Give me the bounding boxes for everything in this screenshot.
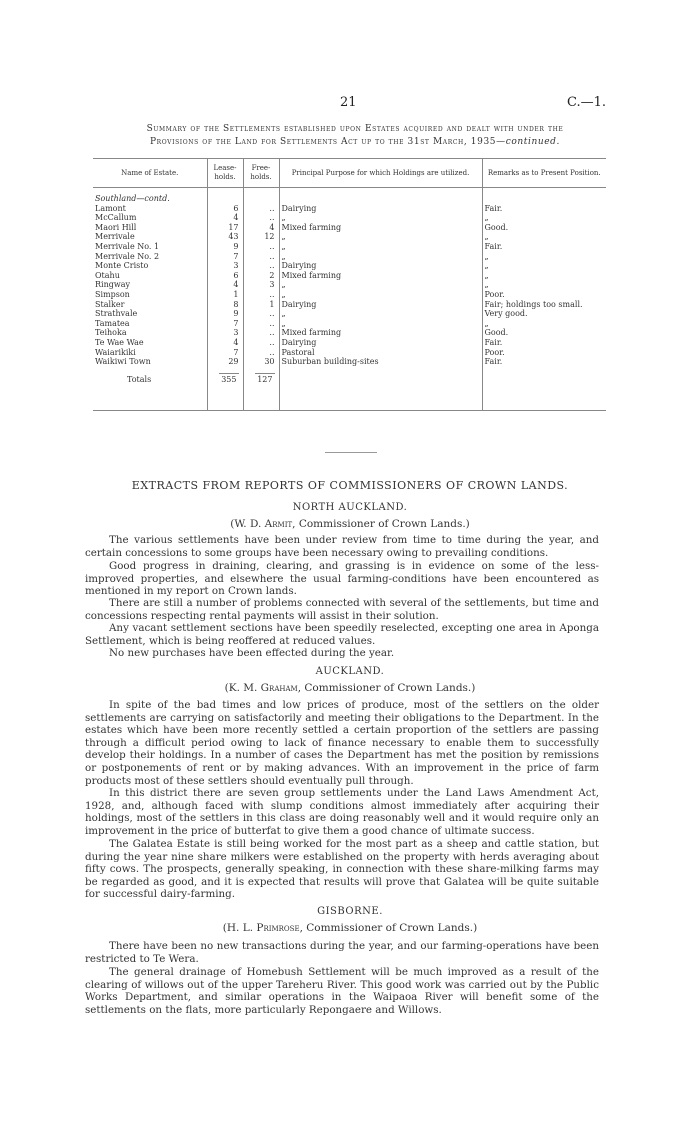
cell-estate-name: Otahu <box>95 270 120 280</box>
header-estate: Name of Estate. <box>93 159 207 188</box>
paragraph: No new purchases have been effected during the year. <box>109 647 395 659</box>
cell-leaseholds: 7 <box>207 319 243 329</box>
cell-leaseholds: 6 <box>207 204 243 214</box>
cell-purpose: Mixed farming <box>279 223 482 233</box>
cell-purpose: Dairying <box>279 261 482 271</box>
page-number: 21 <box>340 95 357 110</box>
cell-remarks: Poor. <box>482 348 606 358</box>
totals-leaseholds: 355 <box>207 367 243 385</box>
totals-label: Totals <box>127 374 152 384</box>
cell-remarks: Good. <box>482 328 606 338</box>
summary-title <box>60 123 650 149</box>
cell-purpose: Dairying <box>279 300 482 310</box>
region-row <box>93 188 606 204</box>
cell-remarks: „ <box>482 252 606 262</box>
table-bottom-rule <box>93 384 606 411</box>
cell-remarks: „ <box>482 280 606 290</box>
table-row <box>93 213 606 223</box>
cell-leaseholds: 9 <box>207 309 243 319</box>
cell-leaseholds: 1 <box>207 290 243 300</box>
cell-remarks: Poor. <box>482 290 606 300</box>
table-row <box>93 300 606 310</box>
cell-freeholds: .. <box>243 348 279 358</box>
cell-leaseholds: 7 <box>207 348 243 358</box>
header-leaseholds: Lease-holds. <box>207 159 243 188</box>
cell-estate-name: Merrivale No. 1 <box>95 241 160 251</box>
summary-title-continued: continued. <box>505 137 560 147</box>
table-row <box>93 338 606 348</box>
cell-purpose: „ <box>279 242 482 252</box>
district-heading-north-auckland: NORTH AUCKLAND. <box>292 502 408 513</box>
cell-remarks: „ <box>482 319 606 329</box>
cell-remarks: Fair. <box>482 338 606 348</box>
cell-remarks: Good. <box>482 223 606 233</box>
table-row <box>93 290 606 300</box>
summary-title-line-1: Summary of the Settlements established upon Estates acquired and dealt with under the <box>146 124 564 134</box>
cell-estate-name: Waikiwi Town <box>95 357 151 367</box>
extracts-title: EXTRACTS FROM REPORTS OF COMMISSIONERS OF CROWN LANDS. <box>131 479 569 492</box>
cell-freeholds: .. <box>243 242 279 252</box>
cell-purpose: Dairying <box>279 338 482 348</box>
cell-freeholds: .. <box>243 338 279 348</box>
summary-title-line-2: Provisions of the Land for Settlements Act up to the 31st March, 1935—continued. <box>150 137 560 147</box>
cell-purpose: Suburban building-sites <box>279 357 482 367</box>
cell-estate-name: Simpson <box>95 289 130 299</box>
paragraph: Any vacant settlement sections have been speedily reselected, excepting one area in Aponga Settlement, which is being reoffered at reduced values. <box>85 622 599 647</box>
cell-purpose: Mixed farming <box>279 271 482 281</box>
cell-estate-name: McCallum <box>95 213 137 223</box>
table-row <box>93 261 606 271</box>
cell-estate-name: Teihoka <box>95 328 127 338</box>
cell-freeholds: .. <box>243 309 279 319</box>
cell-remarks: Fair. <box>482 242 606 252</box>
cell-remarks: „ <box>482 261 606 271</box>
table-row <box>93 232 606 242</box>
cell-freeholds: .. <box>243 204 279 214</box>
district-heading-gisborne: GISBORNE. <box>317 906 383 917</box>
cell-remarks: Fair. <box>482 357 606 367</box>
cell-estate-name: Ringway <box>95 280 130 290</box>
table-row <box>93 204 606 214</box>
header-remarks: Remarks as to Present Position. <box>482 159 606 188</box>
table-row <box>93 319 606 329</box>
cell-purpose: „ <box>279 280 482 290</box>
cell-estate-name: Monte Cristo <box>95 261 149 271</box>
table-row <box>93 242 606 252</box>
cell-freeholds: 1 <box>243 300 279 310</box>
paragraph: There are still a number of problems connected with several of the settlements, but time and concessions respecting rental payments will assist in their solution. <box>85 597 599 622</box>
cell-purpose: „ <box>279 290 482 300</box>
table-row <box>93 357 606 367</box>
table-row <box>93 309 606 319</box>
cell-estate-name: Stalker <box>95 299 125 309</box>
cell-freeholds: .. <box>243 328 279 338</box>
cell-estate-name: Merrivale No. 2 <box>95 251 160 261</box>
paragraph: The various settlements have been under review from time to time during the year, and certain concessions to some groups have been necessary owing to prevailing conditions. <box>85 534 599 559</box>
cell-freeholds: .. <box>243 290 279 300</box>
cell-leaseholds: 3 <box>207 328 243 338</box>
cell-estate-name: Merrivale <box>95 232 135 242</box>
cell-leaseholds: 3 <box>207 261 243 271</box>
header-purpose: Principal Purpose for which Holdings are utilized. <box>279 159 482 188</box>
cell-leaseholds: 8 <box>207 300 243 310</box>
cell-estate-name: Te Wae Wae <box>95 337 144 347</box>
cell-leaseholds: 6 <box>207 271 243 281</box>
cell-estate-name: Waiarikiki <box>95 347 136 357</box>
cell-purpose: „ <box>279 309 482 319</box>
paragraph: In this district there are seven group settlements under the Land Laws Amendment Act, 1928, and, although faced with slump conditions almost immediately after acquiring their holdings, most of the settlers in this class are doing reasonably well and it would require only an improvement in the price of butterfat to give them a good chance of ultimate success. <box>85 787 599 837</box>
cell-remarks: „ <box>482 232 606 242</box>
commissioner-north-auckland: (W. D. Armit, Commissioner of Crown Lands.) <box>230 518 470 530</box>
cell-purpose: Mixed farming <box>279 328 482 338</box>
cell-estate-name: Tamatea <box>95 318 130 328</box>
cell-freeholds: .. <box>243 261 279 271</box>
cell-freeholds: 2 <box>243 271 279 281</box>
cell-purpose: „ <box>279 319 482 329</box>
table-header-row <box>93 159 606 188</box>
table-row <box>93 328 606 338</box>
cell-leaseholds: 7 <box>207 252 243 262</box>
cell-leaseholds: 4 <box>207 338 243 348</box>
region-label: Southland—contd. <box>95 194 170 203</box>
cell-freeholds: .. <box>243 213 279 223</box>
paragraph: The Galatea Estate is still being worked for the most part as a sheep and cattle station, but during the year nine share milkers were established on the property with herds averaging about fifty cows. The prospects, generally speaking, in connection with these share-milking farms may be regarded as good, and it is expected that results will prove that Galatea will be quite suitable for successful dairy-farming. <box>85 838 599 901</box>
header-freeholds: Free-holds. <box>243 159 279 188</box>
cell-purpose: Pastoral <box>279 348 482 358</box>
cell-remarks: Fair; holdings too small. <box>482 300 606 310</box>
cell-leaseholds: 4 <box>207 213 243 223</box>
cell-freeholds: .. <box>243 319 279 329</box>
district-heading-auckland: AUCKLAND. <box>315 666 385 677</box>
cell-leaseholds: 9 <box>207 242 243 252</box>
cell-remarks: „ <box>482 213 606 223</box>
cell-purpose: „ <box>279 232 482 242</box>
cell-leaseholds: 29 <box>207 357 243 367</box>
cell-estate-name: Maori Hill <box>95 222 137 232</box>
cell-estate-name: Lamont <box>95 203 126 213</box>
paragraph: The general drainage of Homebush Settlement will be much improved as a result of the clearing of willows out of the upper Tareheru River. This good work was carried out by the Public Works Department, and similar operations in the Waipaoa River will benefit some of the settlements on the flats, more particularly Repongaere and Willows. <box>85 966 599 1016</box>
settlements-table <box>93 158 606 411</box>
cell-estate-name: Strathvale <box>95 309 138 319</box>
cell-remarks: Very good. <box>482 309 606 319</box>
commissioner-gisborne: (H. L. Primrose, Commissioner of Crown Lands.) <box>222 922 478 934</box>
table-row <box>93 252 606 262</box>
cell-remarks: „ <box>482 271 606 281</box>
totals-row <box>93 367 606 385</box>
table-row <box>93 348 606 358</box>
paragraph: Good progress in draining, clearing, and grassing is in evidence on some of the less-improved properties, and elsewhere the usual farming-conditions have been encountered as mentioned in my report on Crown lands. <box>85 560 599 598</box>
cell-remarks: Fair. <box>482 204 606 214</box>
table-body <box>93 188 606 411</box>
cell-leaseholds: 17 <box>207 223 243 233</box>
table-row <box>93 280 606 290</box>
cell-freeholds: .. <box>243 252 279 262</box>
cell-leaseholds: 4 <box>207 280 243 290</box>
cell-purpose: „ <box>279 252 482 262</box>
table-row <box>93 271 606 281</box>
table-row <box>93 223 606 233</box>
paragraph: There have been no new transactions during the year, and our farming-operations have been restricted to Te Wera. <box>85 940 599 965</box>
paragraph: In spite of the bad times and low prices of produce, most of the settlers on the older settlements are carrying on satisfactorily and meeting their obligations to the Department. In the estates which have been more recently settled a certain proportion of the settlers are passing through a difficult period owing to lack of finance necessary to enable them to successfully develop their holdings. In a number of cases the Department has met the position by remissions or postponements of rent or by making advances. With an improvement in the price of farm products most of these settlers should eventually pull through. <box>85 699 599 787</box>
cell-freeholds: 12 <box>243 232 279 242</box>
section-divider <box>325 452 377 453</box>
cell-purpose: Dairying <box>279 204 482 214</box>
cell-purpose: „ <box>279 213 482 223</box>
commissioner-auckland: (K. M. Graham, Commissioner of Crown Lands.) <box>224 682 476 694</box>
cell-freeholds: 3 <box>243 280 279 290</box>
totals-freeholds: 127 <box>243 367 279 385</box>
document-reference: C.—1. <box>567 95 607 110</box>
cell-leaseholds: 43 <box>207 232 243 242</box>
cell-freeholds: 30 <box>243 357 279 367</box>
cell-freeholds: 4 <box>243 223 279 233</box>
